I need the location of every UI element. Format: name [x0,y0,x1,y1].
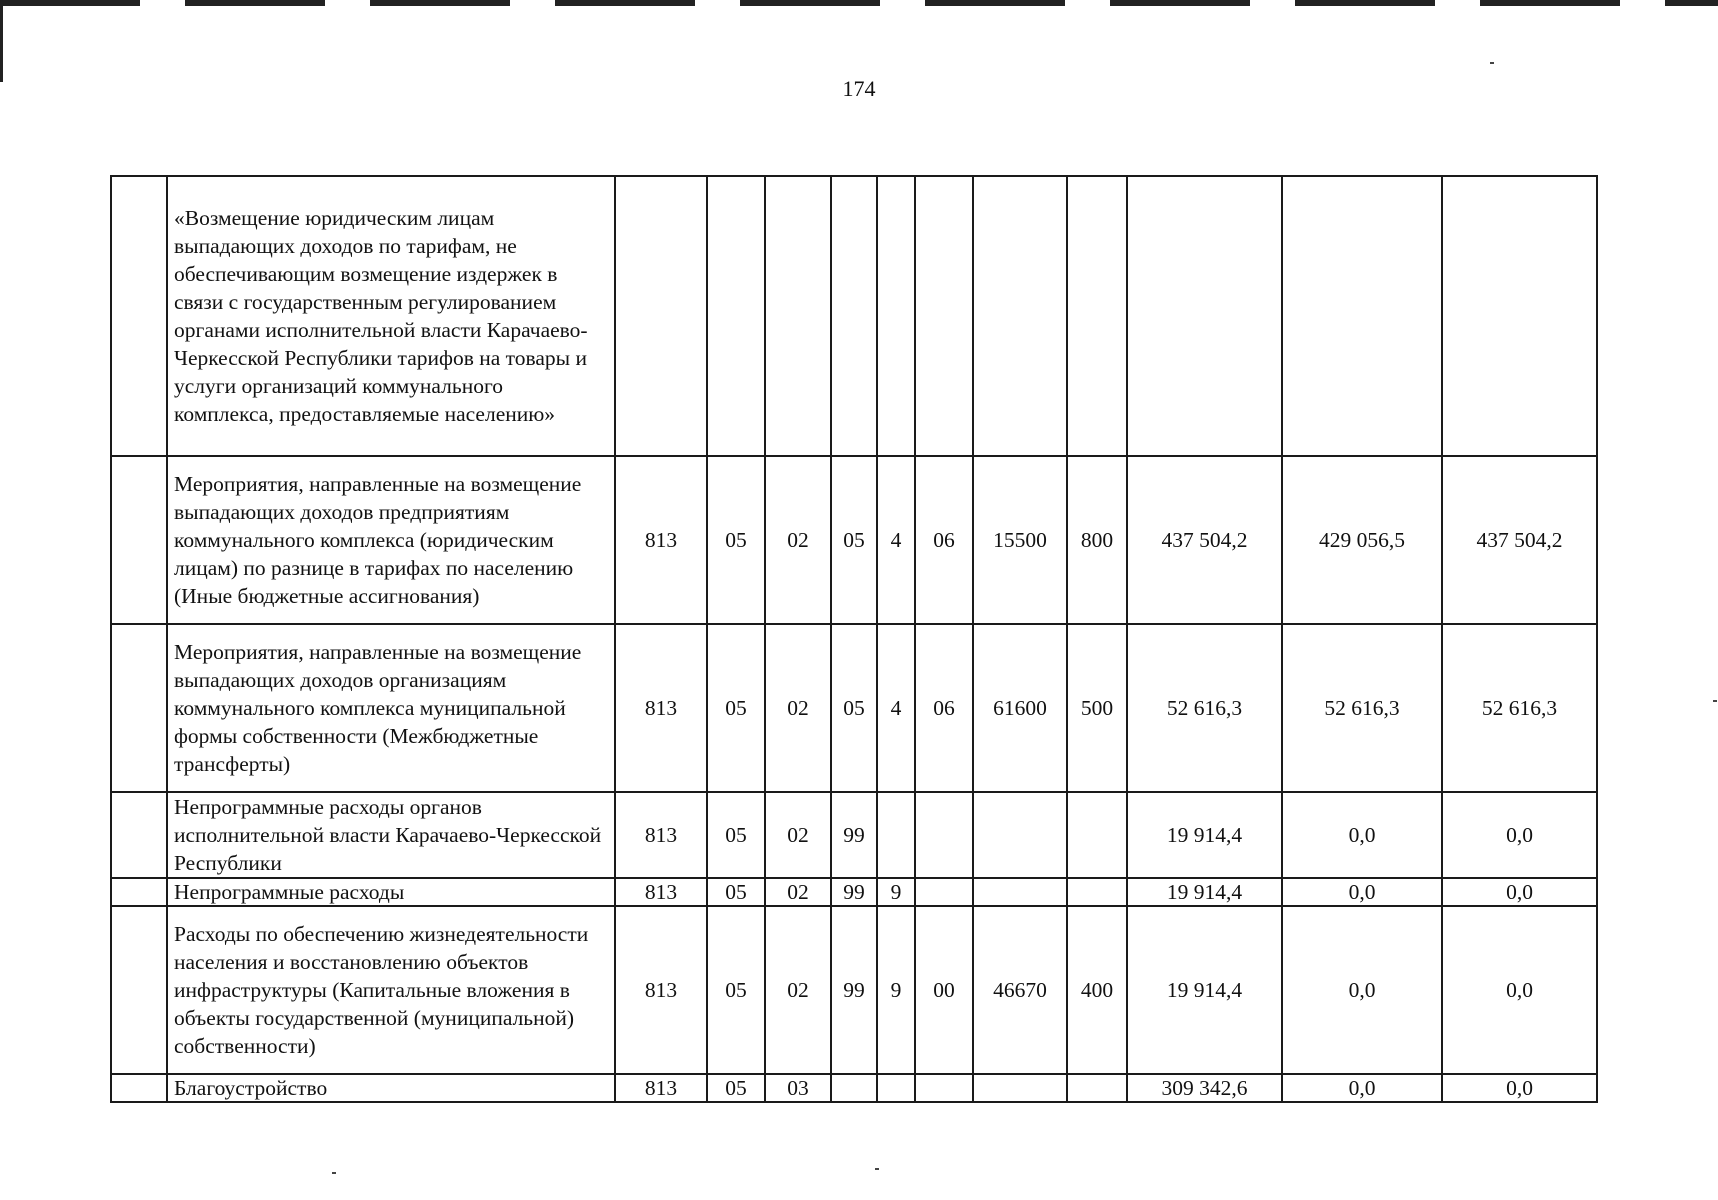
expense-type-code-cell [1067,878,1127,906]
ministry-code-cell: 813 [615,906,707,1074]
amount-year-2-cell: 0,0 [1282,878,1442,906]
row-index-cell [111,624,167,792]
activity-code-cell [915,176,973,456]
section-code-cell: 05 [707,906,765,1074]
row-index-cell [111,456,167,624]
ministry-code-cell [615,176,707,456]
activity-code-cell [915,1074,973,1102]
amount-year-3-cell: 0,0 [1442,878,1597,906]
scan-speck [1713,700,1717,702]
expense-type-code-cell [1067,176,1127,456]
section-code-cell: 05 [707,1074,765,1102]
subsection-code-cell: 02 [765,792,831,878]
table-row [111,456,1597,624]
subprogram-code-cell: 9 [877,878,915,906]
ministry-code-cell: 813 [615,624,707,792]
row-index-cell [111,792,167,878]
direction-code-cell [973,878,1067,906]
row-name-cell: Расходы по обеспечению жизнедеятельности населения и восстановлению объектов инфраструктуры (Капитальные вложения в объекты государственной (муниципальной) собственности) [167,906,615,1074]
subprogram-code-cell [877,176,915,456]
amount-year-3-cell [1442,176,1597,456]
expense-type-code-cell [1067,1074,1127,1102]
amount-year-1-cell: 19 914,4 [1127,878,1282,906]
subsection-code-cell [765,176,831,456]
amount-year-3-cell: 0,0 [1442,792,1597,878]
activity-code-cell: 00 [915,906,973,1074]
subsection-code-cell: 02 [765,906,831,1074]
ministry-code-cell: 813 [615,456,707,624]
expense-type-code-cell: 400 [1067,906,1127,1074]
ministry-code-cell: 813 [615,1074,707,1102]
section-code-cell: 05 [707,456,765,624]
scan-border-top [0,0,1718,6]
subsection-code-cell: 03 [765,1074,831,1102]
amount-year-1-cell: 437 504,2 [1127,456,1282,624]
section-code-cell: 05 [707,624,765,792]
program-code-cell [831,1074,877,1102]
amount-year-1-cell [1127,176,1282,456]
row-name-cell: «Возмещение юридическим лицам выпадающих доходов по тарифам, не обеспечивающим возмещение издержек в связи с государственным регулированием органами исполнительной власти Карачаево-Черкесской Республики тарифов на товары и услуги организаций коммунального комплекса, предоставляемые населению» [167,176,615,456]
ministry-code-cell: 813 [615,878,707,906]
amount-year-2-cell: 52 616,3 [1282,624,1442,792]
page-number: 174 [842,76,876,101]
amount-year-2-cell: 0,0 [1282,792,1442,878]
amount-year-2-cell: 0,0 [1282,1074,1442,1102]
activity-code-cell: 06 [915,456,973,624]
program-code-cell: 99 [831,906,877,1074]
program-code-cell: 05 [831,624,877,792]
amount-year-3-cell: 0,0 [1442,1074,1597,1102]
direction-code-cell [973,1074,1067,1102]
scan-speck [875,1168,879,1170]
table-row [111,1074,1597,1102]
section-code-cell [707,176,765,456]
amount-year-3-cell: 437 504,2 [1442,456,1597,624]
amount-year-3-cell: 52 616,3 [1442,624,1597,792]
table-row [111,624,1597,792]
expense-type-code-cell [1067,792,1127,878]
subsection-code-cell: 02 [765,878,831,906]
program-code-cell: 99 [831,878,877,906]
row-name-cell: Мероприятия, направленные на возмещение выпадающих доходов предприятиям коммунального комплекса (юридическим лицам) по разнице в тарифах по населению (Иные бюджетные ассигнования) [167,456,615,624]
row-index-cell [111,1074,167,1102]
subsection-code-cell: 02 [765,624,831,792]
row-name-cell: Благоустройство [167,1074,615,1102]
direction-code-cell [973,176,1067,456]
subsection-code-cell: 02 [765,456,831,624]
amount-year-2-cell: 0,0 [1282,906,1442,1074]
program-code-cell [831,176,877,456]
ministry-code-cell: 813 [615,792,707,878]
amount-year-1-cell: 19 914,4 [1127,906,1282,1074]
activity-code-cell: 06 [915,624,973,792]
amount-year-3-cell: 0,0 [1442,906,1597,1074]
expense-type-code-cell: 800 [1067,456,1127,624]
section-code-cell: 05 [707,878,765,906]
row-name-cell: Непрограммные расходы органов исполнительной власти Карачаево-Черкесской Республики [167,792,615,878]
subprogram-code-cell: 4 [877,624,915,792]
row-name-cell: Мероприятия, направленные на возмещение выпадающих доходов организациям коммунального комплекса муниципальной формы собственности (Межбюджетные трансферты) [167,624,615,792]
amount-year-1-cell: 19 914,4 [1127,792,1282,878]
table-row [111,176,1597,456]
row-name-cell: Непрограммные расходы [167,878,615,906]
table-row [111,906,1597,1074]
activity-code-cell [915,792,973,878]
amount-year-1-cell: 52 616,3 [1127,624,1282,792]
scan-border-left [0,0,3,82]
subprogram-code-cell [877,1074,915,1102]
subprogram-code-cell: 9 [877,906,915,1074]
amount-year-2-cell: 429 056,5 [1282,456,1442,624]
amount-year-1-cell: 309 342,6 [1127,1074,1282,1102]
row-index-cell [111,906,167,1074]
direction-code-cell: 46670 [973,906,1067,1074]
amount-year-2-cell [1282,176,1442,456]
activity-code-cell [915,878,973,906]
row-index-cell [111,878,167,906]
section-code-cell: 05 [707,792,765,878]
direction-code-cell [973,792,1067,878]
expense-type-code-cell: 500 [1067,624,1127,792]
direction-code-cell: 15500 [973,456,1067,624]
scan-speck [1490,62,1494,64]
direction-code-cell: 61600 [973,624,1067,792]
subprogram-code-cell [877,792,915,878]
program-code-cell: 99 [831,792,877,878]
program-code-cell: 05 [831,456,877,624]
row-index-cell [111,176,167,456]
table-row [111,792,1597,878]
budget-table [110,175,1598,1103]
table-row [111,878,1597,906]
scan-speck [332,1172,336,1174]
subprogram-code-cell: 4 [877,456,915,624]
